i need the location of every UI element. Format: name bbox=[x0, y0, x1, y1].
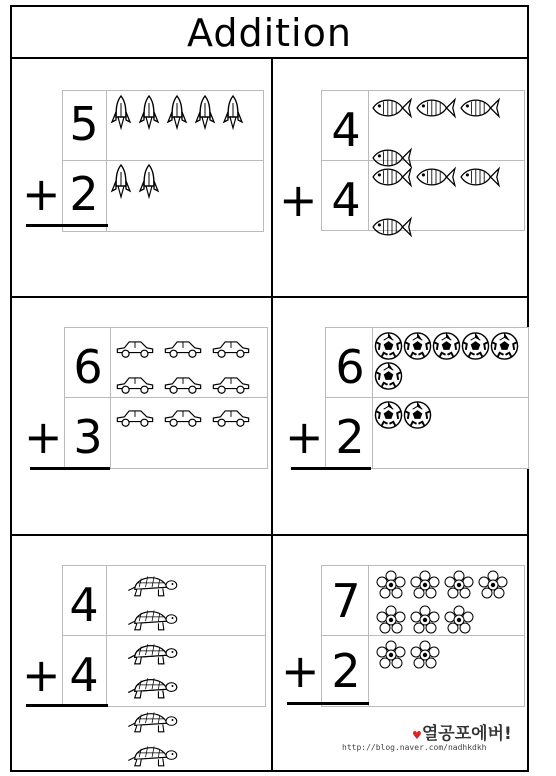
turtle-icon bbox=[125, 740, 179, 768]
answer-line bbox=[287, 702, 369, 705]
flower-icon bbox=[444, 605, 474, 635]
plus-sign: + bbox=[22, 648, 61, 702]
flower-icon bbox=[410, 640, 440, 670]
plus-sign: + bbox=[279, 173, 318, 227]
car-icon bbox=[211, 407, 251, 429]
flower-icon bbox=[376, 640, 406, 670]
plus-sign: + bbox=[285, 410, 324, 464]
flower-icon bbox=[478, 570, 508, 600]
problem-2 bbox=[273, 61, 532, 296]
soccer-ball-icon bbox=[374, 361, 403, 391]
car-icon bbox=[163, 338, 203, 360]
problem-1 bbox=[12, 61, 271, 296]
fish-icon bbox=[371, 214, 413, 240]
bottom-objects bbox=[371, 164, 523, 264]
car-icon bbox=[211, 338, 251, 360]
bottom-objects bbox=[374, 400, 526, 430]
flower-icon bbox=[444, 570, 474, 600]
bottom-objects bbox=[125, 638, 245, 774]
car-icon bbox=[163, 374, 203, 396]
answer-line bbox=[26, 224, 108, 227]
top-objects bbox=[376, 570, 516, 640]
answer-line bbox=[291, 467, 371, 470]
fish-icon bbox=[459, 164, 501, 190]
turtle-icon bbox=[125, 706, 179, 734]
soccer-ball-icon bbox=[461, 331, 490, 361]
plus-sign: + bbox=[24, 410, 63, 464]
problem-5 bbox=[12, 536, 271, 770]
bottom-number: 4 bbox=[69, 648, 99, 702]
turtle-icon bbox=[125, 638, 179, 666]
turtle-icon bbox=[125, 604, 179, 632]
soccer-ball-icon bbox=[374, 331, 403, 361]
watermark-url: http://blog.naver.com/nadhkdkh bbox=[342, 743, 487, 752]
car-icon bbox=[115, 374, 155, 396]
title-row bbox=[12, 7, 527, 59]
page-title: Addition bbox=[187, 11, 352, 55]
soccer-ball-icon bbox=[374, 400, 403, 430]
answer-line bbox=[26, 704, 108, 707]
heart-icon: ♥ bbox=[412, 729, 422, 742]
rocket-icon bbox=[221, 95, 245, 131]
rocket-icon bbox=[137, 164, 161, 200]
worksheet bbox=[10, 5, 529, 772]
fish-icon bbox=[371, 95, 413, 121]
fish-icon bbox=[371, 164, 413, 190]
problem-4 bbox=[273, 298, 532, 534]
flower-icon bbox=[376, 605, 406, 635]
answer-line bbox=[30, 467, 110, 470]
top-number: 5 bbox=[69, 97, 99, 151]
fish-icon bbox=[415, 164, 457, 190]
soccer-ball-icon bbox=[432, 331, 461, 361]
car-icon bbox=[115, 407, 155, 429]
top-number: 6 bbox=[335, 340, 365, 394]
flower-icon bbox=[410, 570, 440, 600]
bottom-number: 2 bbox=[331, 644, 361, 698]
plus-sign: + bbox=[22, 167, 61, 221]
top-number: 6 bbox=[73, 340, 103, 394]
rocket-icon bbox=[109, 95, 133, 131]
turtle-icon bbox=[125, 570, 179, 598]
plus-sign: + bbox=[281, 644, 320, 698]
top-objects bbox=[374, 331, 526, 391]
bottom-number: 4 bbox=[331, 173, 361, 227]
rocket-icon bbox=[109, 164, 133, 200]
soccer-ball-icon bbox=[490, 331, 519, 361]
flower-icon bbox=[410, 605, 440, 635]
fish-icon bbox=[459, 95, 501, 121]
car-icon bbox=[163, 407, 203, 429]
car-icon bbox=[115, 338, 155, 360]
turtle-icon bbox=[125, 672, 179, 700]
soccer-ball-icon bbox=[403, 400, 432, 430]
fish-icon bbox=[415, 95, 457, 121]
soccer-ball-icon bbox=[403, 331, 432, 361]
bottom-number: 3 bbox=[73, 410, 103, 464]
bottom-objects bbox=[115, 407, 265, 443]
bottom-number: 2 bbox=[69, 167, 99, 221]
top-objects bbox=[115, 338, 265, 410]
rocket-icon bbox=[137, 95, 161, 131]
top-objects bbox=[109, 95, 261, 161]
car-icon bbox=[211, 374, 251, 396]
rocket-icon bbox=[193, 95, 217, 131]
bottom-objects bbox=[376, 640, 516, 675]
top-number: 4 bbox=[69, 578, 99, 632]
rocket-icon bbox=[165, 95, 189, 131]
top-number: 4 bbox=[331, 103, 361, 157]
bottom-objects bbox=[109, 164, 261, 230]
watermark-brand: ♥열공포에버! bbox=[412, 724, 512, 744]
problem-3 bbox=[12, 298, 271, 534]
bottom-number: 2 bbox=[335, 410, 365, 464]
top-number: 7 bbox=[331, 574, 361, 628]
flower-icon bbox=[376, 570, 406, 600]
